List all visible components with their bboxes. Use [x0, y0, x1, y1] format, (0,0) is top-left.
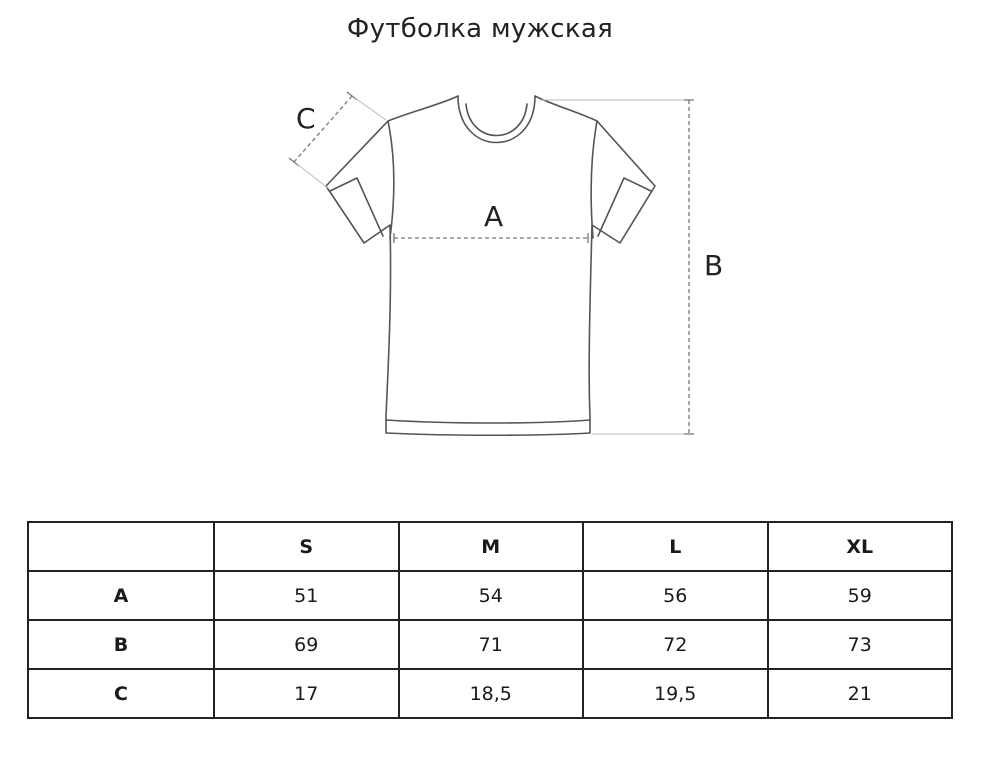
- table-cell: 19,5: [583, 669, 768, 718]
- table-row: [28, 669, 952, 718]
- size-table: [27, 521, 953, 719]
- right-armhole: [591, 121, 597, 238]
- table-cell: 69: [214, 620, 399, 669]
- row-label: B: [28, 620, 214, 669]
- page-title: Футболка мужская: [346, 14, 614, 44]
- collar-inner: [466, 104, 527, 136]
- table-cell: 51: [214, 571, 399, 620]
- row-label: A: [28, 571, 214, 620]
- table-cell: 54: [399, 571, 584, 620]
- table-header-xl: XL: [768, 522, 953, 571]
- table-row: [28, 620, 952, 669]
- table-header-l: L: [583, 522, 768, 571]
- left-armhole: [388, 121, 394, 238]
- label-b: B: [704, 249, 724, 282]
- table-header-m: M: [399, 522, 584, 571]
- hem-line: [386, 420, 590, 423]
- table-header-empty: [28, 522, 214, 571]
- table-cell: 17: [214, 669, 399, 718]
- table-header-s: S: [214, 522, 399, 571]
- label-c: C: [296, 102, 316, 135]
- right-sleeve-cuff: [598, 178, 651, 236]
- row-label: C: [28, 669, 214, 718]
- table-cell: 56: [583, 571, 768, 620]
- table-header-row: [28, 522, 952, 571]
- label-a: A: [484, 200, 504, 233]
- table-cell: 59: [768, 571, 953, 620]
- table-cell: 21: [768, 669, 953, 718]
- left-sleeve-cuff: [330, 178, 383, 236]
- tshirt-outline: [326, 96, 655, 435]
- table-cell: 73: [768, 620, 953, 669]
- table-row: [28, 571, 952, 620]
- table-cell: 18,5: [399, 669, 584, 718]
- table-cell: 72: [583, 620, 768, 669]
- table-cell: 71: [399, 620, 584, 669]
